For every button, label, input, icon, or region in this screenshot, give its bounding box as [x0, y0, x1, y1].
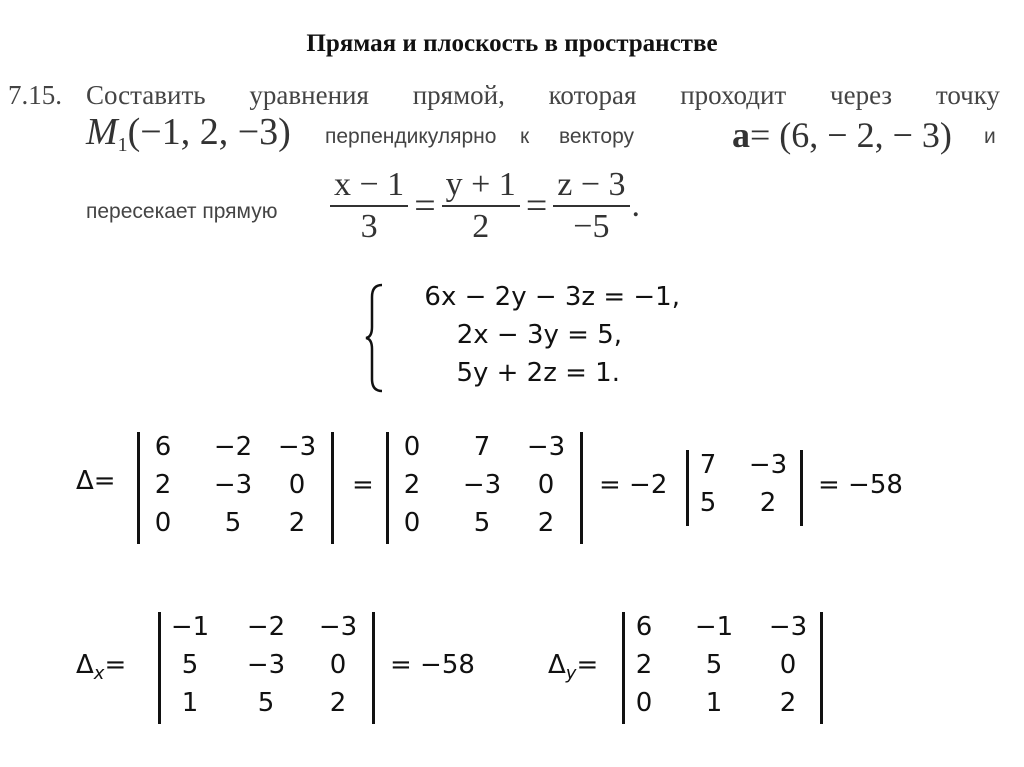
matrix-cell: −3 [213, 470, 253, 500]
determinant-bar [372, 612, 375, 724]
matrix-cell: 2 [779, 688, 797, 718]
system-equations [380, 278, 680, 392]
delta-x-label [76, 650, 126, 684]
k-text: к [520, 125, 530, 148]
matrix-cell: 2 [154, 470, 172, 500]
system-row: 6x − 2y − 3z = −1, [424, 282, 680, 312]
vector-name: a [732, 115, 750, 155]
eq-sign: = [414, 185, 436, 227]
delta-matrix-3 [686, 450, 804, 526]
point-name: M [86, 111, 118, 153]
matrix-cell: 0 [154, 508, 172, 538]
delta-matrix-1 [137, 432, 337, 544]
matrix-cell: 0 [288, 470, 306, 500]
matrix-cell: 2 [288, 508, 306, 538]
perp-text: перпендикулярно [325, 125, 497, 148]
delta-x-matrix [158, 612, 378, 724]
point-m1 [86, 110, 291, 157]
matrix-cell: 0 [537, 470, 555, 500]
matrix-cell: −1 [694, 612, 734, 642]
determinant-bar [800, 450, 803, 526]
matrix-cell: 2 [403, 470, 421, 500]
equals-sign: = [352, 470, 374, 500]
fraction-numerator: z − 3 [557, 166, 626, 203]
matrix-cell: −3 [748, 450, 788, 480]
matrix-cell: 0 [329, 650, 347, 680]
line-equation [328, 165, 640, 247]
matrix-cell: 0 [403, 432, 421, 462]
word: через [830, 80, 893, 110]
matrix-cell: 2 [635, 650, 653, 680]
delta-subscript: x [93, 663, 105, 684]
matrix-cell: 2 [537, 508, 555, 538]
vector-a [732, 114, 952, 156]
word: точку [935, 80, 1000, 110]
fraction-z [553, 165, 629, 247]
vector-word: вектору [559, 125, 635, 148]
delta-matrix-2 [386, 432, 586, 544]
matrix-cell: 2 [329, 688, 347, 718]
intersect-text: пересекает прямую [86, 200, 278, 223]
matrix-cell: 6 [154, 432, 172, 462]
matrix-cell: −2 [213, 432, 253, 462]
fraction-y [442, 165, 520, 247]
matrix-cell: 5 [181, 650, 199, 680]
system-row: 5y + 2z = 1. [456, 358, 620, 388]
matrix-cell: −3 [277, 432, 317, 462]
fraction-denominator: 2 [442, 205, 520, 247]
delta-result: = −58 [818, 470, 903, 500]
equals-sign: = [104, 650, 127, 680]
matrix-cell: 0 [403, 508, 421, 538]
matrix-cell: 1 [181, 688, 199, 718]
matrix-cell: 1 [705, 688, 723, 718]
eq-sign: = [525, 185, 548, 227]
matrix-cell: −3 [768, 612, 808, 642]
matrix-cell: 7 [699, 450, 717, 480]
matrix-cell: 2 [759, 488, 777, 518]
problem-number: 7.15. [8, 80, 62, 110]
equals-sign: = [576, 650, 599, 680]
determinant-bar [158, 612, 161, 724]
word: прямой, [412, 80, 505, 110]
fraction-numerator: y + 1 [445, 166, 516, 203]
determinant-bar [820, 612, 823, 724]
matrix-cell: −3 [462, 470, 502, 500]
period: . [631, 187, 641, 224]
problem-line-1 [86, 80, 1000, 111]
word: уравнения [249, 80, 369, 110]
word: Составить [86, 80, 206, 110]
matrix-cell: 5 [473, 508, 491, 538]
matrix-cell: 5 [224, 508, 242, 538]
fraction-x [330, 165, 408, 247]
matrix-cell: 0 [635, 688, 653, 718]
fraction-denominator: −5 [553, 205, 629, 247]
delta-label: Δ= [76, 466, 116, 496]
matrix-cell: 5 [705, 650, 723, 680]
and-text: и [984, 125, 996, 148]
page-title: Прямая и плоскость в пространстве [306, 30, 718, 57]
times-minus-two: = −2 [599, 470, 668, 500]
matrix-cell: 7 [473, 432, 491, 462]
fraction-denominator: 3 [330, 205, 408, 247]
word: которая [548, 80, 637, 110]
word: проходит [680, 80, 787, 110]
matrix-cell: 0 [779, 650, 797, 680]
matrix-cell: −2 [246, 612, 286, 642]
delta-symbol: Δ [76, 650, 94, 680]
delta-y-matrix [622, 612, 826, 724]
point-coords: (−1, 2, −3) [127, 111, 291, 153]
matrix-cell: 5 [699, 488, 717, 518]
matrix-cell: 6 [635, 612, 653, 642]
vector-coords: = (6, − 2, − 3) [750, 115, 952, 155]
point-sub: 1 [117, 134, 128, 156]
system-row: 2x − 3y = 5, [456, 320, 622, 350]
matrix-cell: −1 [170, 612, 210, 642]
determinant-bar [331, 432, 334, 544]
delta-symbol: Δ [548, 650, 566, 680]
matrix-cell: 5 [257, 688, 275, 718]
delta-x-result: = −58 [390, 650, 475, 680]
delta-y-label [548, 650, 598, 684]
matrix-cell: −3 [526, 432, 566, 462]
delta-subscript: y [565, 663, 577, 684]
fraction-numerator: x − 1 [334, 166, 405, 203]
matrix-cell: −3 [246, 650, 286, 680]
determinant-bar [580, 432, 583, 544]
matrix-cell: −3 [318, 612, 358, 642]
